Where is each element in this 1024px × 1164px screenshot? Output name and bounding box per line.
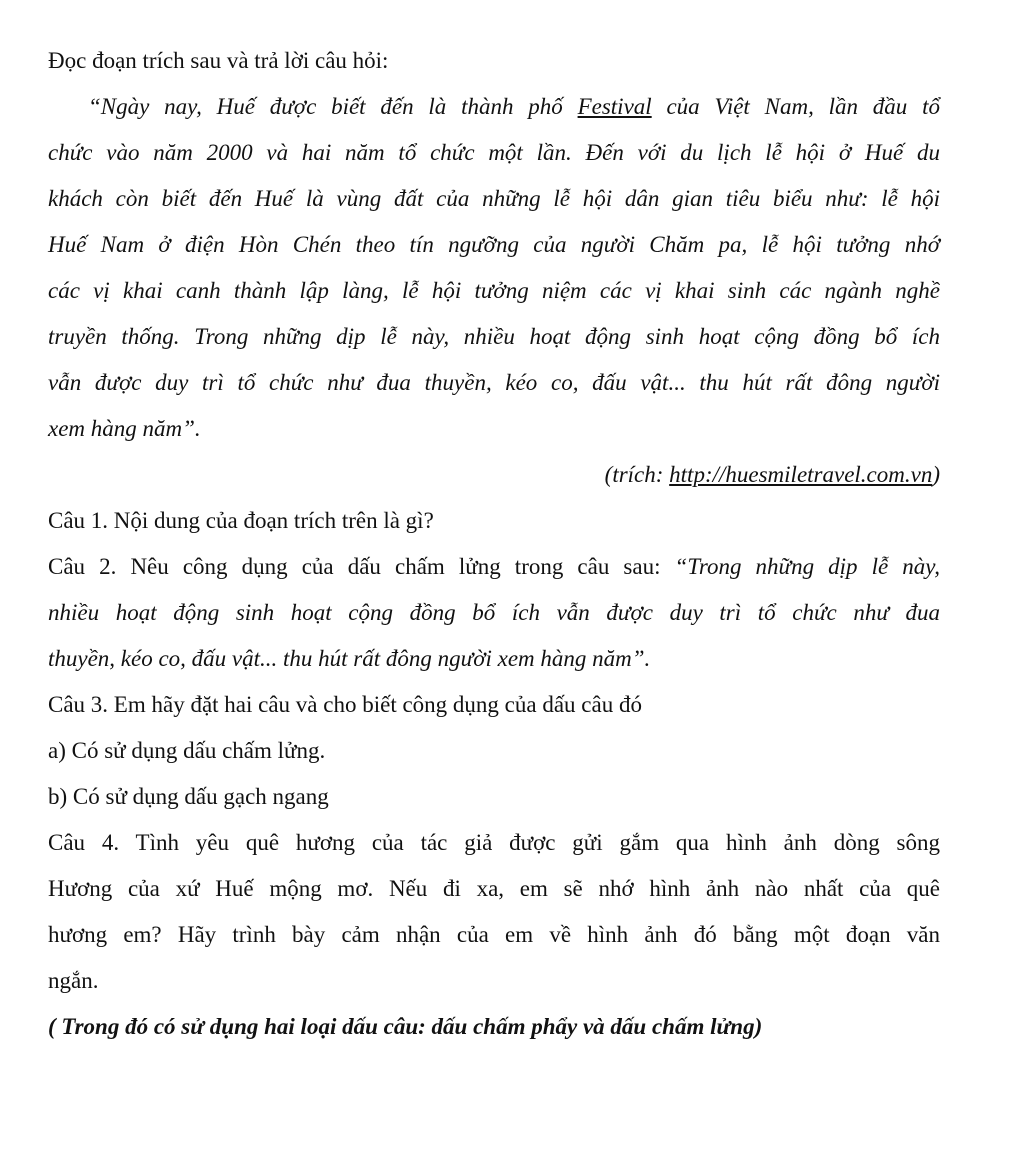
question-4: hương em? Hãy trình bày cảm nhận của em về hình ảnh đó bằng một đoạn văn xyxy=(48,922,940,947)
passage-line: khách còn biết đến Huế là vùng đất của những lễ hội dân gian tiêu biểu như: lễ hội xyxy=(48,186,940,211)
passage-line xyxy=(48,84,940,130)
instruction-heading: Đọc đoạn trích sau và trả lời câu hỏi: xyxy=(48,48,389,73)
passage-line: truyền thống. Trong những dịp lễ này, nhiều hoạt động sinh hoạt cộng đồng bổ ích xyxy=(48,324,940,349)
questions xyxy=(48,498,940,1050)
question-4: ngắn. xyxy=(48,968,99,993)
passage-line: Huế Nam ở điện Hòn Chén theo tín ngưỡng của người Chăm pa, lễ hội tưởng nhớ xyxy=(48,232,940,257)
question-2: Câu 2. Nêu công dụng của dấu chấm lửng trong câu sau: “Trong những dịp lễ này, xyxy=(48,554,940,579)
source-citation: (trích: http://huesmiletravel.com.vn) xyxy=(604,462,940,487)
passage-line: vẫn được duy trì tổ chức như đua thuyền, kéo co, đấu vật... thu hút rất đông người xyxy=(48,370,940,395)
festival-underlined: Festival xyxy=(577,94,652,119)
question-4: Hương của xứ Huế mộng mơ. Nếu đi xa, em sẽ nhớ hình ảnh nào nhất của quê xyxy=(48,876,940,901)
question-1: Câu 1. Nội dung của đoạn trích trên là gì? xyxy=(48,508,434,533)
passage-text: “Ngày nay, Huế được biết đến là thành phố xyxy=(88,94,578,119)
question-3b: b) Có sử dụng dấu gạch ngang xyxy=(48,784,329,809)
passage-text: của Việt Nam, lần đầu tổ xyxy=(651,94,940,119)
question-2-quote: “Trong những dịp lễ này, xyxy=(674,554,940,579)
document-page xyxy=(48,38,940,1050)
passage-line: xem hàng năm”. xyxy=(48,416,201,441)
question-4-note: ( Trong đó có sử dụng hai loại dấu câu: dấu chấm phẩy và dấu chấm lửng) xyxy=(48,1014,763,1039)
question-2-quote: nhiều hoạt động sinh hoạt cộng đồng bổ ích vẫn được duy trì tổ chức như đua xyxy=(48,600,940,625)
question-2-quote: thuyền, kéo co, đấu vật... thu hút rất đông người xem hàng năm”. xyxy=(48,646,651,671)
passage-excerpt xyxy=(48,84,940,452)
question-3: Câu 3. Em hãy đặt hai câu và cho biết công dụng của dấu câu đó xyxy=(48,692,642,717)
question-3a: a) Có sử dụng dấu chấm lửng. xyxy=(48,738,326,763)
question-4: Câu 4. Tình yêu quê hương của tác giả được gửi gắm qua hình ảnh dòng sông xyxy=(48,830,940,855)
passage-line: các vị khai canh thành lập làng, lễ hội tưởng niệm các vị khai sinh các ngành nghề xyxy=(48,278,940,303)
passage-line: chức vào năm 2000 và hai năm tổ chức một lần. Đến với du lịch lễ hội ở Huế du xyxy=(48,140,940,165)
source-link[interactable]: http://huesmiletravel.com.vn xyxy=(669,462,933,487)
